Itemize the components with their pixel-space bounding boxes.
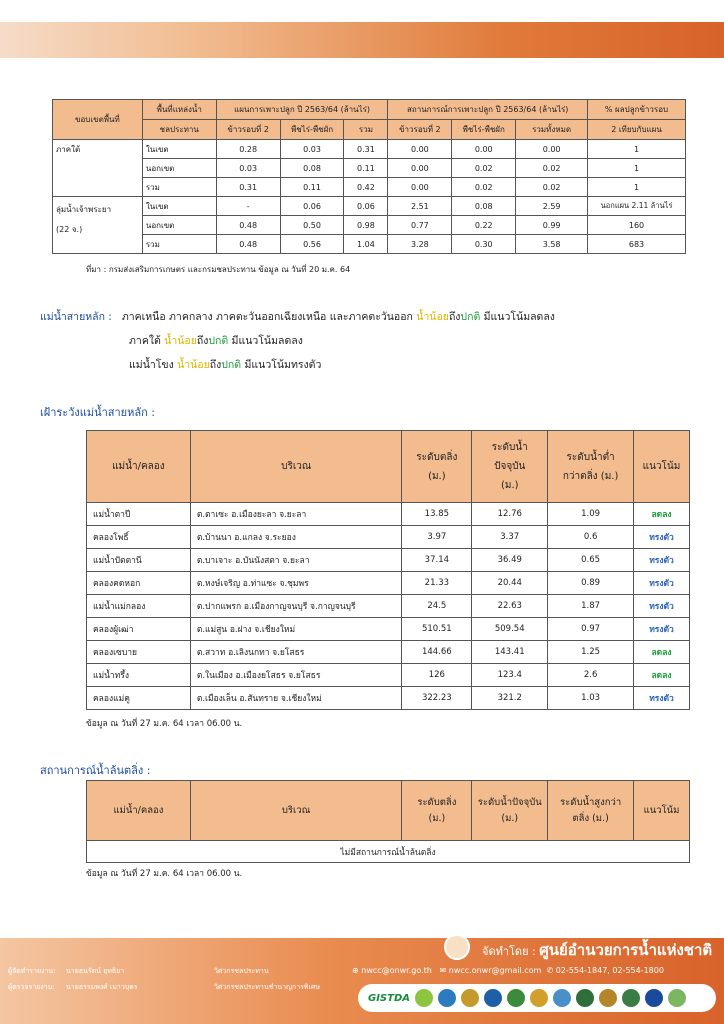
cell: 1.04 (344, 235, 388, 254)
normal-text: ปกติ (221, 359, 242, 371)
cell: 0.48 (216, 216, 280, 235)
leaf-logo-icon (415, 989, 433, 1007)
cell: 683 (588, 235, 686, 254)
table-row (87, 641, 690, 664)
main-rivers (40, 305, 555, 377)
table-row (53, 235, 686, 254)
header-trend: แนวโน้ม (634, 431, 690, 503)
header-location: บริเวณ (190, 431, 402, 503)
group-cp-name: ลุ่มน้ำเจ้าพระยา (56, 205, 112, 214)
header-status: สถานการณ์การเพาะปลูก ปี 2563/64 (ล้านไร่) (388, 100, 588, 120)
cell: 0.99 (516, 216, 588, 235)
agency-logo-icon (461, 989, 479, 1007)
overflow-title: สถานการณ์น้ำล้นตลิ่ง : (40, 764, 151, 777)
bank-cell: 510.51 (402, 618, 472, 641)
overflow-table (86, 780, 690, 863)
main-rivers-label: แม่น้ำสายหลัก : (40, 311, 112, 323)
river-cell: คลองผู้เฒ่า (87, 618, 191, 641)
level-cell: 123.4 (472, 664, 548, 687)
cell: 0.02 (516, 178, 588, 197)
header-now (472, 781, 548, 841)
river-cell: แม่น้ำปัตตานี (87, 549, 191, 572)
cell: 0.98 (344, 216, 388, 235)
cell: นอกแผน 2.11 ล้านไร่ (588, 197, 686, 216)
location-cell: ต.บาเจาะ อ.บันนังสตา จ.ยะลา (190, 549, 402, 572)
agency-logo-icon (645, 989, 663, 1007)
by-prefix: จัดทำโดย : (482, 945, 540, 958)
preparer-dept: วิศวกรชลประทาน (214, 967, 269, 975)
header-below-1: ระดับน้ำต่ำ (566, 451, 615, 463)
reviewer-row (8, 982, 320, 993)
cell: 0.06 (344, 197, 388, 216)
table-row (53, 159, 686, 178)
below-bank-cell: 2.6 (548, 664, 634, 687)
region-text: ภาคเหนือ ภาคกลาง ภาคตะวันออกเฉียงเหนือ และภาคตะวันออก (121, 311, 413, 323)
reviewer-name: นายธรรมพงศ์ เมาวบุตร (66, 983, 138, 991)
region-text: แม่น้ำโขง (129, 359, 174, 371)
table-row (53, 197, 686, 216)
header-above-2: ตลิ่ง (ม.) (572, 812, 609, 824)
normal-text: ปกติ (208, 335, 229, 347)
trend-cell: ลดลง (634, 503, 690, 526)
cell: 0.77 (388, 216, 452, 235)
header-now-2: ปัจจุบัน (494, 461, 526, 472)
bank-cell: 21.33 (402, 572, 472, 595)
cell: 0.48 (216, 235, 280, 254)
zone-cell: ในเขต (142, 197, 216, 216)
watch-table (86, 430, 690, 710)
bank-cell: 13.85 (402, 503, 472, 526)
cell: 0.02 (452, 178, 516, 197)
bank-cell: 24.5 (402, 595, 472, 618)
low-text: น้ำน้อย (177, 359, 210, 371)
header-river: แม่น้ำ/คลอง (87, 431, 191, 503)
contact-row (352, 966, 664, 975)
preparer-row (8, 966, 269, 977)
mascot-icon (444, 934, 470, 960)
bank-cell: 144.66 (402, 641, 472, 664)
to-text: ถึง (448, 311, 461, 323)
header-status-total: รวมทั้งหมด (516, 120, 588, 140)
header-zone-2: ชลประทาน (142, 120, 216, 140)
cell: 0.56 (280, 235, 344, 254)
header-plan-field: พืชไร่-พืชผัก (280, 120, 344, 140)
cell: 0.22 (452, 216, 516, 235)
table-row (87, 595, 690, 618)
agency-logo-icon (622, 989, 640, 1007)
table-row (87, 503, 690, 526)
location-cell: ต.สวาท อ.เลิงนกทา จ.ยโสธร (190, 641, 402, 664)
cell: 0.30 (452, 235, 516, 254)
table-row (87, 841, 690, 863)
river-cell: แม่น้ำทรึ้ง (87, 664, 191, 687)
region-text: ภาคใต้ (129, 335, 161, 347)
below-bank-cell: 0.97 (548, 618, 634, 641)
zone-cell: นอกเขต (142, 216, 216, 235)
header-area: ขอบเขตพื้นที่ (53, 100, 143, 140)
river-cell: คลองโพธิ์ (87, 526, 191, 549)
agency-logo-icon (553, 989, 571, 1007)
location-cell: ต.แม่สูน อ.ฝาง จ.เชียงใหม่ (190, 618, 402, 641)
trend-cell: ทรงตัว (634, 549, 690, 572)
cell: 0.03 (280, 140, 344, 159)
header-bank-2: (ม.) (428, 812, 446, 824)
watch-note: ข้อมูล ณ วันที่ 27 ม.ค. 64 เวลา 06.00 น. (86, 719, 243, 729)
level-cell: 22.63 (472, 595, 548, 618)
river-line-2 (129, 329, 555, 353)
low-text: น้ำน้อย (164, 335, 197, 347)
cell: 0.02 (452, 159, 516, 178)
partner-logos (358, 984, 716, 1012)
overflow-empty: ไม่มีสถานการณ์น้ำล้นตลิ่ง (87, 841, 690, 863)
header-bank (402, 781, 472, 841)
level-cell: 143.41 (472, 641, 548, 664)
level-cell: 12.76 (472, 503, 548, 526)
below-bank-cell: 1.87 (548, 595, 634, 618)
phone-number: 02-554-1847, 02-554-1800 (555, 966, 664, 975)
trend-cell: ทรงตัว (634, 595, 690, 618)
crop-source-note: ที่มา : กรมส่งเสริมการเกษตร และกรมชลประทาน ข้อมูล ณ วันที่ 20 ม.ค. 64 (86, 265, 351, 274)
river-cell: คลองคดหอก (87, 572, 191, 595)
trend-text: มีแนวโน้มลดลง (483, 311, 555, 323)
header-above (548, 781, 634, 841)
trend-cell: ลดลง (634, 664, 690, 687)
level-cell: 20.44 (472, 572, 548, 595)
header-now (472, 431, 548, 503)
cell: 0.42 (344, 178, 388, 197)
mail-icon: ✉ (439, 966, 447, 975)
below-bank-cell: 0.6 (548, 526, 634, 549)
cell: 0.06 (280, 197, 344, 216)
zone-cell: นอกเขต (142, 159, 216, 178)
river-cell: แม่น้ำตาปี (87, 503, 191, 526)
table-row (53, 178, 686, 197)
agency-logo-icon (484, 989, 502, 1007)
below-bank-cell: 0.89 (548, 572, 634, 595)
cell: 0.00 (516, 140, 588, 159)
header-river: แม่น้ำ/คลอง (87, 781, 191, 841)
cell: 0.11 (344, 159, 388, 178)
agency-logo-icon (599, 989, 617, 1007)
header-trend: แนวโน้ม (634, 781, 690, 841)
river-cell: คลองแม่คู (87, 687, 191, 710)
level-cell: 321.2 (472, 687, 548, 710)
agency-logo-icon (530, 989, 548, 1007)
cell: 3.58 (516, 235, 588, 254)
agency-logo-icon (438, 989, 456, 1007)
location-cell: ต.ในเมือง อ.เมืองยโสธร จ.ยโสธร (190, 664, 402, 687)
table-row (87, 664, 690, 687)
cell: 0.08 (280, 159, 344, 178)
gistda-logo: GISTDA (368, 992, 410, 1004)
cell: 1 (588, 140, 686, 159)
river-cell: คลองเซบาย (87, 641, 191, 664)
email-link-2[interactable]: nwcc.onwr@gmail.com (448, 966, 542, 975)
bank-cell: 322.23 (402, 687, 472, 710)
agency-logo-icon (668, 989, 686, 1007)
cell: 1 (588, 159, 686, 178)
preparer-name: นายธนรัตน์ ยุทธิยา (66, 967, 125, 975)
level-cell: 36.49 (472, 549, 548, 572)
to-text: ถึง (209, 359, 222, 371)
below-bank-cell: 1.03 (548, 687, 634, 710)
header-location: บริเวณ (190, 781, 402, 841)
header-now-1: ระดับน้ำปัจจุบัน (477, 796, 542, 808)
trend-cell: ทรงตัว (634, 687, 690, 710)
cell: 0.31 (216, 178, 280, 197)
header-status-field: พืชไร่-พืชผัก (452, 120, 516, 140)
bank-cell: 3.97 (402, 526, 472, 549)
to-text: ถึง (196, 335, 209, 347)
header-bank-1: ระดับตลิ่ง (417, 796, 457, 808)
preparer-label: ผู้จัดทำรายงาน: (8, 967, 56, 975)
org-name: ศูนย์อำนวยการน้ำแห่งชาติ (539, 941, 713, 959)
cell: 0.00 (388, 159, 452, 178)
cell: 0.28 (216, 140, 280, 159)
trend-cell: ทรงตัว (634, 618, 690, 641)
location-cell: ต.ปากแพรก อ.เมืองกาญจนบุรี จ.กาญจนบุรี (190, 595, 402, 618)
cell: 0.08 (452, 197, 516, 216)
cell: 3.28 (388, 235, 452, 254)
header-below-2: กว่าตลิ่ง (ม.) (562, 470, 619, 482)
crop-table (52, 99, 686, 254)
table-row (87, 549, 690, 572)
trend-cell: ลดลง (634, 641, 690, 664)
header-plan-total: รวม (344, 120, 388, 140)
cell: 0.02 (516, 159, 588, 178)
cell: 2.59 (516, 197, 588, 216)
river-line-1 (40, 305, 555, 329)
overflow-note: ข้อมูล ณ วันที่ 27 ม.ค. 64 เวลา 06.00 น. (86, 869, 243, 879)
table-row (53, 140, 686, 159)
trend-cell: ทรงตัว (634, 526, 690, 549)
trend-text: มีแนวโน้มลดลง (231, 335, 303, 347)
cell: - (216, 197, 280, 216)
header-zone: พื้นที่แหล่งน้ำ (142, 100, 216, 120)
cell: 0.00 (388, 178, 452, 197)
cell: 160 (588, 216, 686, 235)
header-pct: % ผลปลูกข้าวรอบ (588, 100, 686, 120)
reviewer-dept: วิศวกรชลประทานชำนาญการพิเศษ (214, 983, 320, 991)
location-cell: ต.เมืองเล็น อ.สันทราย จ.เชียงใหม่ (190, 687, 402, 710)
email-link-1[interactable]: nwcc@onwr.go.th (361, 966, 432, 975)
zone-cell: รวม (142, 235, 216, 254)
header-bank-2: (ม.) (428, 470, 446, 482)
table-row (87, 687, 690, 710)
cell: 2.51 (388, 197, 452, 216)
table-row (87, 572, 690, 595)
location-cell: ต.หงษ์เจริญ อ.ท่าแซะ จ.ชุมพร (190, 572, 402, 595)
level-cell: 3.37 (472, 526, 548, 549)
agency-logo-icon (507, 989, 525, 1007)
location-cell: ต.ตาเซะ อ.เมืองยะลา จ.ยะลา (190, 503, 402, 526)
below-bank-cell: 0.65 (548, 549, 634, 572)
low-text: น้ำน้อย (416, 311, 449, 323)
group-south: ภาคใต้ (53, 140, 143, 197)
organization-title (482, 938, 712, 962)
header-above-1: ระดับน้ำสูงกว่า (560, 796, 622, 808)
agency-logo-icon (576, 989, 594, 1007)
footer (0, 938, 724, 1024)
header-now-1: ระดับน้ำ (491, 442, 528, 453)
below-bank-cell: 1.25 (548, 641, 634, 664)
header-plan-rice: ข้าวรอบที่ 2 (216, 120, 280, 140)
cell: 0.00 (452, 140, 516, 159)
bank-cell: 126 (402, 664, 472, 687)
header-now-2: (ม.) (501, 812, 519, 824)
table-row (87, 618, 690, 641)
reviewer-label: ผู้ตรวจรายงาน: (8, 983, 55, 991)
river-cell: แม่น้ำแม่กลอง (87, 595, 191, 618)
group-chao-phraya (53, 197, 143, 254)
cell: 1 (588, 178, 686, 197)
location-cell: ต.บ้านนา อ.แกลง จ.ระยอง (190, 526, 402, 549)
level-cell: 509.54 (472, 618, 548, 641)
cell: 0.03 (216, 159, 280, 178)
cell: 0.50 (280, 216, 344, 235)
bank-cell: 37.14 (402, 549, 472, 572)
cell: 0.31 (344, 140, 388, 159)
cell: 0.00 (388, 140, 452, 159)
normal-text: ปกติ (460, 311, 481, 323)
header-below (548, 431, 634, 503)
table-row (87, 526, 690, 549)
header-status-rice: ข้าวรอบที่ 2 (388, 120, 452, 140)
globe-icon: ⊕ (352, 966, 359, 975)
zone-cell: รวม (142, 178, 216, 197)
phone-icon: ✆ (546, 966, 554, 975)
cell: 0.11 (280, 178, 344, 197)
watch-body (87, 503, 690, 710)
watch-title: เฝ้าระวังแม่น้ำสายหลัก : (40, 406, 155, 419)
header-band (0, 0, 724, 64)
river-line-3 (129, 353, 555, 377)
header-now-3: (ม.) (500, 480, 519, 491)
zone-cell: ในเขต (142, 140, 216, 159)
below-bank-cell: 1.09 (548, 503, 634, 526)
table-row (53, 216, 686, 235)
header-pct-2: 2 เทียบกับแผน (588, 120, 686, 140)
header-accent-bar (0, 22, 724, 58)
header-plan: แผนการเพาะปลูก ปี 2563/64 (ล้านไร่) (216, 100, 388, 120)
header-bank-1: ระดับตลิ่ง (416, 451, 458, 463)
group-cp-count: (22 จ.) (56, 225, 83, 234)
header-bank (402, 431, 472, 503)
trend-text: มีแนวโน้มทรงตัว (244, 359, 322, 371)
trend-cell: ทรงตัว (634, 572, 690, 595)
